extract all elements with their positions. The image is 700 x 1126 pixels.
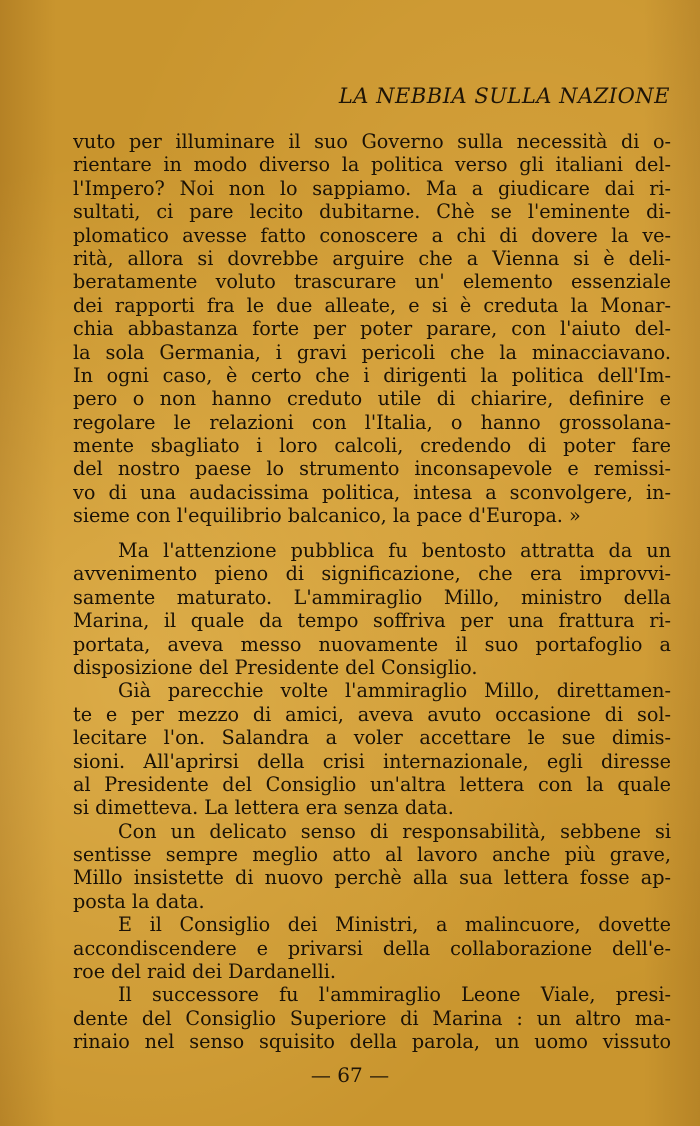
text-line: Il successore fu l'ammiraglio Leone Viale, presi- xyxy=(118,983,671,1007)
text-line: sultati, ci pare lecito dubitarne. Chè se l'eminente di- xyxy=(73,200,671,224)
text-line: sieme con l'equilibrio balcanico, la pace d'Europa. » xyxy=(73,504,581,528)
text-line: roe del raid dei Dardanelli. xyxy=(73,960,336,984)
text-line: chia abbastanza forte per poter parare, con l'aiuto del- xyxy=(73,317,671,341)
text-line: Marina, il quale da tempo soffriva per una frattura ri- xyxy=(73,609,671,633)
text-line: sioni. All'aprirsi della crisi internazionale, egli diresse xyxy=(73,749,671,773)
text-line: rientare in modo diverso la politica verso gli italiani del- xyxy=(73,153,671,177)
text-line: regolare le relazioni con l'Italia, o hanno grossolana- xyxy=(73,410,671,434)
text-line: lecitare l'on. Salandra a voler accettare le sue dimis- xyxy=(73,726,671,750)
text-line: Con un delicato senso di responsabilità, sebbene si xyxy=(118,819,671,843)
text-block-continuation xyxy=(73,130,671,528)
text-line: mente sbagliato i loro calcoli, credendo di poter fare xyxy=(73,434,671,458)
text-line: vo di una audacissima politica, intesa a sconvolgere, in- xyxy=(73,480,671,504)
text-line: disposizione del Presidente del Consiglio. xyxy=(73,655,478,679)
text-line: accondiscendere e privarsi della collaborazione dell'e- xyxy=(73,936,671,960)
text-line: avvenimento pieno di significazione, che era improvvi- xyxy=(73,562,671,586)
text-line: Millo insistette di nuovo perchè alla sua lettera fosse ap- xyxy=(73,866,671,890)
running-head: LA NEBBIA SULLA NAZIONE xyxy=(338,84,670,108)
text-line: rinaio nel senso squisito della parola, un uomo vissuto xyxy=(73,1030,671,1054)
text-line: portata, aveva messo nuovamente il suo portafoglio a xyxy=(73,632,671,656)
text-line: Ma l'attenzione pubblica fu bentosto attratta da un xyxy=(118,539,671,562)
text-line: pero o non hanno creduto utile di chiarire, definire e xyxy=(73,387,671,411)
text-line: te e per mezzo di amici, aveva avuto occasione di sol- xyxy=(73,702,671,726)
text-line: In ogni caso, è certo che i dirigenti la politica dell'Im- xyxy=(73,363,671,387)
text-line: sentisse sempre meglio atto al lavoro anche più grave, xyxy=(73,843,671,867)
text-line: vuto per illuminare il suo Governo sulla necessità di o- xyxy=(73,130,671,153)
text-line: si dimetteva. La lettera era senza data. xyxy=(73,796,454,820)
text-line: samente maturato. L'ammiraglio Millo, ministro della xyxy=(73,585,671,609)
text-block-main xyxy=(73,539,671,1054)
text-line: beratamente voluto trascurare un' elemento essenziale xyxy=(73,270,671,294)
text-line: dei rapporti fra le due alleate, e si è creduta la Monar- xyxy=(73,293,671,317)
text-line: del nostro paese lo strumento inconsapevole e remissi- xyxy=(73,457,671,481)
text-line: rità, allora si dovrebbe arguire che a Vienna si è deli- xyxy=(73,246,671,270)
text-line: la sola Germania, i gravi pericoli che la minacciavano. xyxy=(73,340,671,364)
text-line: l'Impero? Noi non lo sappiamo. Ma a giudicare dai ri- xyxy=(73,176,671,200)
page-number: — 67 — xyxy=(310,1063,390,1087)
text-line: plomatico avesse fatto conoscere a chi di dovere la ve- xyxy=(73,223,671,247)
text-line: Già parecchie volte l'ammiraglio Millo, direttamen- xyxy=(118,679,671,703)
text-line: al Presidente del Consiglio un'altra lettera con la quale xyxy=(73,772,671,796)
text-line: dente del Consiglio Superiore di Marina : un altro ma- xyxy=(73,1006,671,1030)
text-line: E il Consiglio dei Ministri, a malincuore, dovette xyxy=(118,913,671,937)
text-line: posta la data. xyxy=(73,889,205,913)
